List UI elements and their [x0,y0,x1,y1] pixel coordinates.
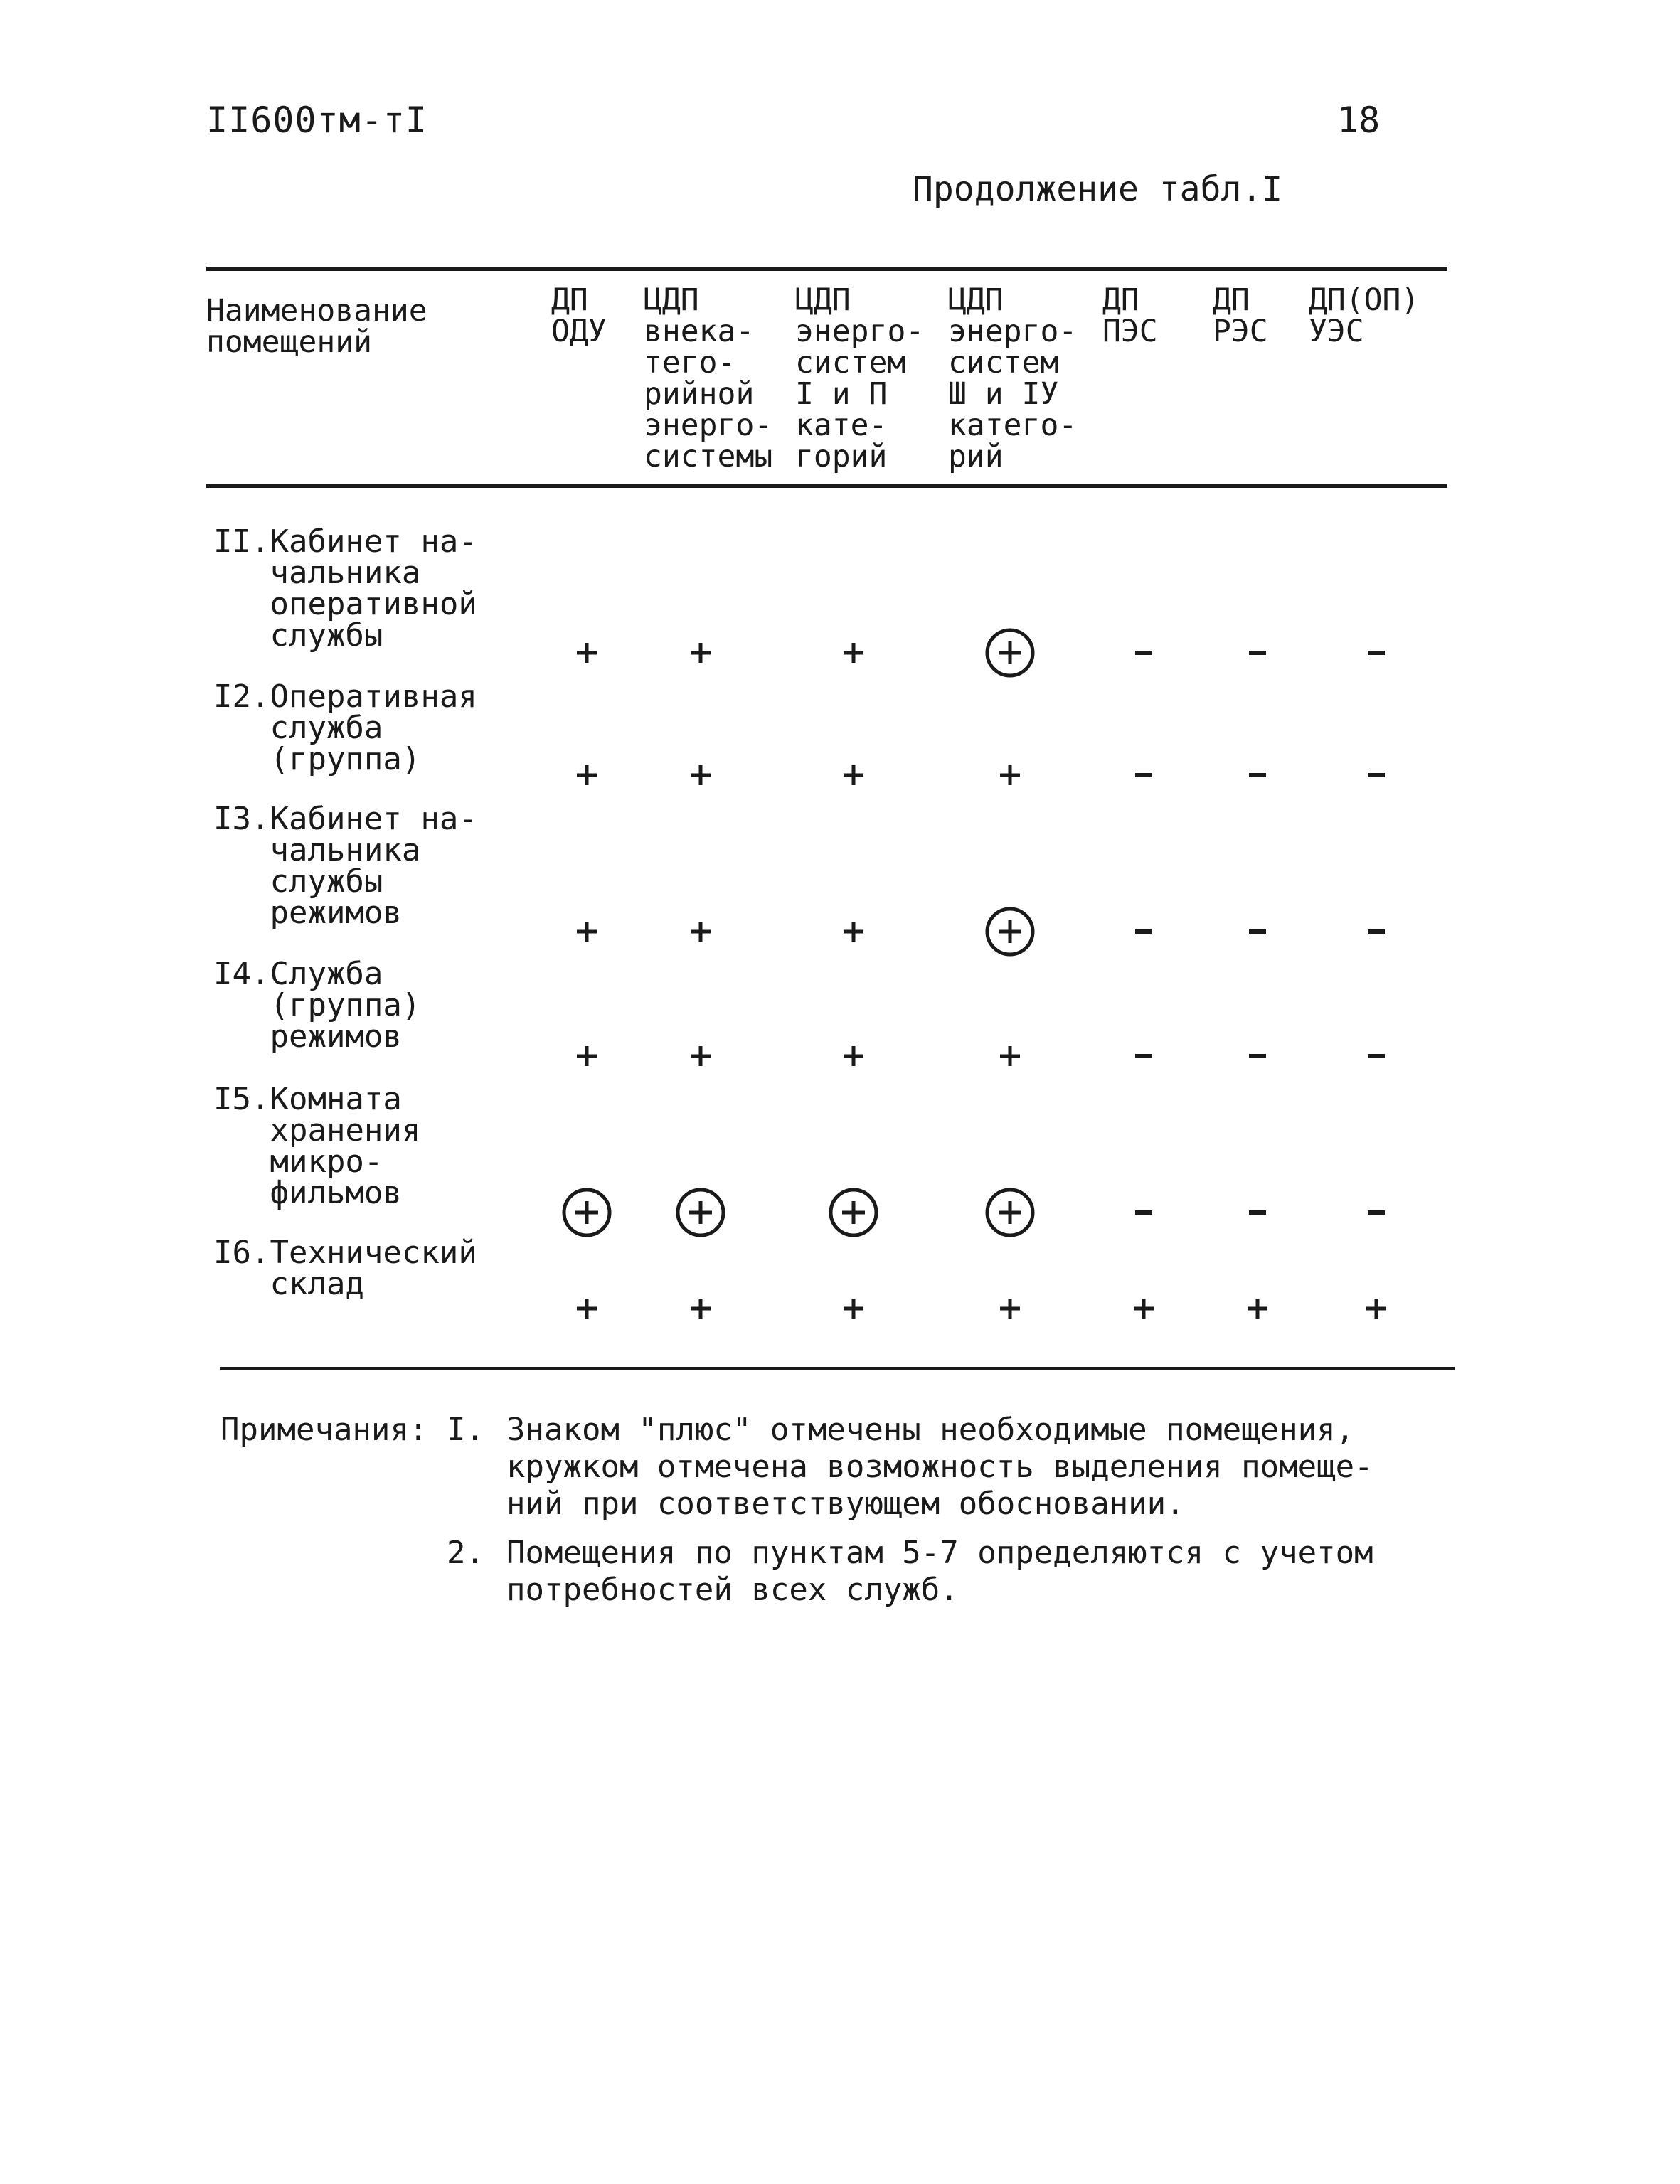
plus-mark-r16-c3 [811,1280,896,1337]
dash-mark-r11-c7 [1334,624,1419,681]
circled-plus-mark-r15-c1 [544,1184,629,1241]
column-header-dp-odu: ДП ОДУ [551,282,607,349]
column-header-dp-op-ues: ДП(ОП) УЭС [1309,282,1420,349]
notes-label: Примечания: [220,1412,428,1448]
note-text-1: Знаком "плюс" отмечены необходимые помещения, кружком отмечена возможность выделения помеще- ний при соответствующем обосновании. [506,1412,1373,1522]
row-label-14: I4.Служба (группа) режимов [213,956,421,1055]
note-number-2: 2. [447,1535,484,1571]
plus-mark-r12-c1 [544,747,629,804]
plus-mark-r11-c3 [811,624,896,681]
dash-mark-r14-c5 [1101,1028,1186,1085]
document-code: II600тм-тI [206,100,428,141]
column-header-dp-pes: ДП ПЭС [1102,282,1158,349]
plus-mark-r12-c3 [811,747,896,804]
dash-mark-r15-c7 [1334,1184,1419,1241]
plus-mark-r14-c2 [658,1028,743,1085]
table-header-rule [206,484,1447,488]
column-header-dp-res: ДП РЭС [1213,282,1268,349]
plus-mark-r16-c6 [1215,1280,1300,1337]
dash-mark-r12-c6 [1215,747,1300,804]
table-continuation-caption: Продолжение табл.I [913,169,1283,209]
plus-mark-r12-c2 [658,747,743,804]
plus-mark-r14-c1 [544,1028,629,1085]
plus-mark-r16-c4 [967,1280,1053,1337]
row-label-12: I2.Оперативная служба (группа) [213,678,477,777]
plus-mark-r11-c1 [544,624,629,681]
plus-mark-r16-c7 [1334,1280,1419,1337]
row-label-16: I6.Технический склад [213,1235,477,1302]
dash-mark-r15-c5 [1101,1184,1186,1241]
table-top-rule [206,267,1447,271]
plus-mark-r16-c2 [658,1280,743,1337]
column-header-room-name: Наименование помещений [206,293,427,360]
circled-plus-mark-r13-c4 [967,903,1053,960]
plus-mark-r13-c3 [811,903,896,960]
row-label-13: I3.Кабинет на- чальника службы режимов [213,801,477,931]
page-number: 18 [1337,100,1381,141]
dash-mark-r14-c6 [1215,1028,1300,1085]
dash-mark-r12-c7 [1334,747,1419,804]
circled-plus-mark-r15-c4 [967,1184,1053,1241]
dash-mark-r15-c6 [1215,1184,1300,1241]
dash-mark-r13-c6 [1215,903,1300,960]
dash-mark-r11-c5 [1101,624,1186,681]
plus-mark-r11-c2 [658,624,743,681]
dash-mark-r13-c5 [1101,903,1186,960]
plus-mark-r14-c4 [967,1028,1053,1085]
plus-mark-r16-c5 [1101,1280,1186,1337]
circled-plus-mark-r15-c3 [811,1184,896,1241]
table-bottom-rule [220,1367,1455,1370]
column-header-tsdp-vnekategoriynoy: ЦДП внека- тего- рийной энерго- системы [644,282,773,474]
note-number-1: I. [447,1412,484,1448]
dash-mark-r14-c7 [1334,1028,1419,1085]
column-header-tsdp-3-4-kategoriy: ЦДП энерго- систем Ш и IУ катего- рий [948,282,1078,474]
plus-mark-r16-c1 [544,1280,629,1337]
row-label-15: I5.Комната хранения микро- фильмов [213,1081,421,1211]
dash-mark-r11-c6 [1215,624,1300,681]
plus-mark-r13-c1 [544,903,629,960]
circled-plus-mark-r11-c4 [967,624,1053,681]
circled-plus-mark-r15-c2 [658,1184,743,1241]
column-header-tsdp-1-2-kategoriy: ЦДП энерго- систем I и П кате- горий [795,282,925,474]
plus-mark-r12-c4 [967,747,1053,804]
note-text-2: Помещения по пунктам 5-7 определяются с учетом потребностей всех служб. [506,1535,1373,1608]
plus-mark-r14-c3 [811,1028,896,1085]
dash-mark-r12-c5 [1101,747,1186,804]
row-label-11: II.Кабинет на- чальника оперативной службы [213,523,477,654]
plus-mark-r13-c2 [658,903,743,960]
dash-mark-r13-c7 [1334,903,1419,960]
